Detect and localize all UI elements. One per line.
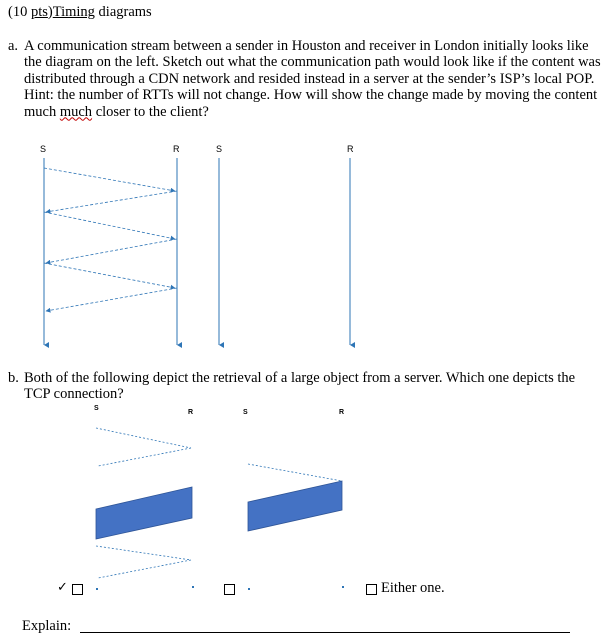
diagram-b-right-receiver-label: R bbox=[339, 409, 345, 416]
diagram-a-right-receiver-label: R bbox=[347, 144, 354, 154]
question-a-line: Hint: the number of RTTs will not change. How will show the change made by moving the content bbox=[24, 87, 598, 104]
tick-mark bbox=[248, 588, 250, 590]
message-arrow bbox=[98, 448, 191, 466]
question-a-label: a. bbox=[8, 38, 19, 54]
diagram-a-left-receiver-label: R bbox=[173, 144, 180, 154]
title-rest: diagrams bbox=[94, 4, 152, 20]
explain-label: Explain: bbox=[22, 618, 72, 634]
check-icon: ✓ bbox=[57, 580, 68, 595]
question-a-line: A communication stream between a sender in Houston and receiver in London initially looks like bbox=[24, 38, 589, 54]
tick-mark bbox=[342, 586, 344, 588]
message-arrow bbox=[96, 428, 191, 448]
transfer-block-right bbox=[248, 481, 342, 531]
tick-mark bbox=[192, 586, 194, 588]
message-arrow bbox=[96, 546, 191, 560]
question-b-line: Both of the following depict the retrieval of a large object from a server. Which one depicts the bbox=[24, 370, 576, 386]
tick-mark bbox=[96, 588, 98, 590]
question-b-label: b. bbox=[8, 370, 19, 386]
diagram-a-left-sender-label: S bbox=[40, 144, 47, 154]
message-arrow bbox=[248, 464, 342, 481]
question-a-word: much bbox=[24, 103, 60, 120]
question-a-squiggle-word: much bbox=[59, 103, 93, 120]
diagram-b-right-sender-label: S bbox=[243, 409, 248, 416]
option-right-checkbox[interactable] bbox=[224, 584, 235, 595]
question-a-line: distributed through a CDN network and resided instead in a server at the sender’s ISP’s local POP. bbox=[24, 70, 595, 87]
diagram-b-left-receiver-label: R bbox=[188, 409, 194, 416]
title-pts: pts bbox=[30, 4, 48, 20]
option-left-checkbox[interactable] bbox=[72, 584, 83, 595]
transfer-block-left bbox=[96, 487, 192, 539]
diagram-a-right-sender-label: S bbox=[216, 144, 223, 154]
message-arrow bbox=[98, 560, 191, 578]
option-either-label: Either one. bbox=[381, 580, 445, 596]
explain-answer-line[interactable] bbox=[80, 632, 570, 633]
question-b-line: TCP connection? bbox=[24, 386, 124, 403]
diagram-b-left-sender-label: S bbox=[94, 405, 99, 412]
option-either-checkbox[interactable] bbox=[366, 584, 377, 595]
question-a-word: closer to the client? bbox=[92, 103, 209, 120]
title-points: (10 bbox=[8, 4, 31, 20]
title-close: ) bbox=[47, 4, 53, 20]
title-heading: Timing bbox=[52, 4, 95, 20]
question-a-line: the diagram on the left. Sketch out what the communication path would look like if the content was bbox=[24, 54, 601, 71]
